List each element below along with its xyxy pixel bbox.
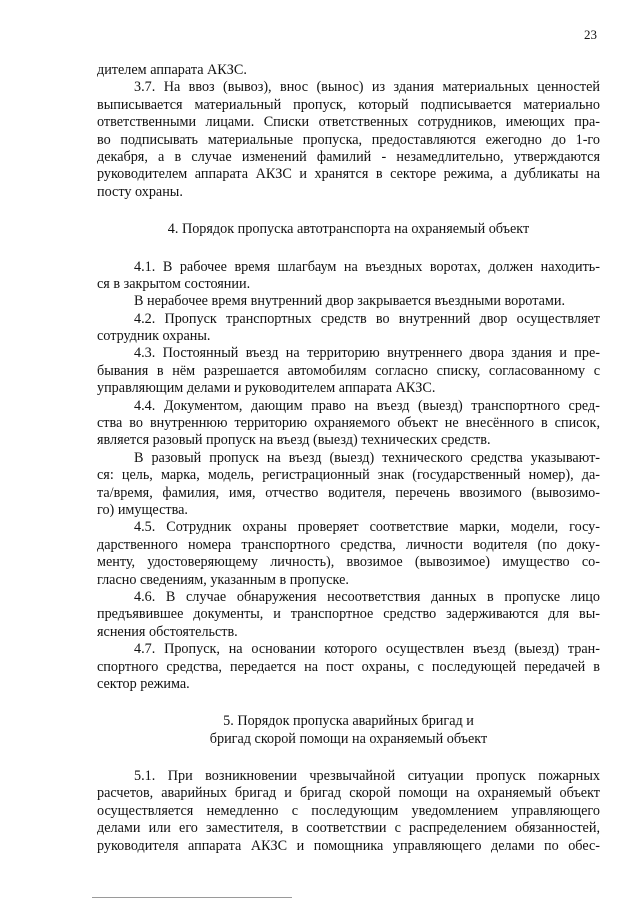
text-line: та/время, фамилия, имя, отчество водителя, перечень ввозимого (вывозимо- xyxy=(97,484,600,501)
text-line: 5.1. При возникновении чрезвычайной ситуации пропуск пожарных xyxy=(134,768,600,785)
text-line: ся: цель, марка, модель, регистрационный знак (государственный номер), да- xyxy=(97,467,600,484)
section-heading: 5. Порядок пропуска аварийных бригад и xyxy=(223,713,474,730)
text-line: является разовый пропуск на въезд (выезд) технических средств. xyxy=(97,432,491,449)
text-line: гласно сведениям, указанным в пропуске. xyxy=(97,571,349,588)
text-line: яснения обстоятельств. xyxy=(97,623,238,640)
text-line: 4.6. В случае обнаружения несоответствия данных в пропуске лицо xyxy=(134,588,600,605)
text-line: руководителем аппарата АКЗС и хранятся в секторе режима, а дубликаты на xyxy=(97,166,600,183)
text-line: 4.3. Постоянный въезд на территорию внутреннего двора здания и пре- xyxy=(134,345,600,362)
text-line: дителем аппарата АКЗС. xyxy=(97,62,247,78)
text-line: управляющим делами и руководителем аппарата АКЗС. xyxy=(97,380,436,397)
text-line: бывания в нём разрешается автомобилям согласно списку, согласованному с xyxy=(97,362,600,379)
text-line: 4.4. Документом, дающим право на въезд (выезд) транспортного сред- xyxy=(134,397,600,414)
paragraph-gap xyxy=(97,693,600,713)
text-line: руководителя аппарата АКЗС и помощника управляющего делами по обес- xyxy=(97,837,600,854)
text-line: 4.2. Пропуск транспортных средств во внутренний двор осуществляет xyxy=(134,310,600,327)
page-number: 23 xyxy=(584,27,597,42)
document-body xyxy=(97,62,600,855)
text-line: 4.5. Сотрудник охраны проверяет соответствие марки, модели, госу- xyxy=(134,519,600,536)
text-line: менту, удостоверяющему личность), ввозимое (вывозимое) имущество со- xyxy=(97,554,600,571)
text-line: 4.7. Пропуск, на основании которого осуществлен въезд (выезд) тран- xyxy=(134,641,600,658)
paragraph-gap xyxy=(97,201,600,221)
paragraph-gap xyxy=(97,748,600,768)
text-line: спортного средства, передается на пост охраны, с последующей передачей в xyxy=(97,658,600,675)
text-line: 4.1. В рабочее время шлагбаум на въездных воротах, должен находить- xyxy=(134,258,600,275)
paragraph-gap xyxy=(97,239,600,259)
text-line: декабря, а в случае изменений фамилий - незамедлительно, утверждаются xyxy=(97,148,600,165)
text-line: сотрудник охраны. xyxy=(97,328,211,345)
text-line: го) имущества. xyxy=(97,501,188,518)
text-line: сектор режима. xyxy=(97,675,190,692)
text-line: осуществляется немедленно с последующим уведомлением управляющего xyxy=(97,802,600,819)
text-line: предъявившее документы, и транспортное средство задерживаются для вы- xyxy=(97,606,600,623)
text-line: ся в закрытом состоянии. xyxy=(97,275,251,292)
text-line: посту охраны. xyxy=(97,183,183,200)
text-line: расчетов, аварийных бригад и бригад скорой помощи на охраняемый объект xyxy=(97,785,600,802)
text-line: 3.7. На ввоз (вывоз), внос (вынос) из здания материальных ценностей xyxy=(134,79,600,96)
footer-rule xyxy=(92,897,292,898)
text-line: выписывается материальный пропуск, который подписывается материально xyxy=(97,96,600,113)
text-line: ответственными лицами. Списки ответственных сотрудников, имеющих пра- xyxy=(97,114,600,131)
text-line: В нерабочее время внутренний двор закрывается въездными воротами. xyxy=(134,293,565,310)
text-line: В разовый пропуск на въезд (выезд) технического средства указывают- xyxy=(134,449,600,466)
text-line: ства во внутреннюю территорию охраняемого объект не внесённого в список, xyxy=(97,415,600,432)
section-heading: 4. Порядок пропуска автотранспорта на охраняемый объект xyxy=(167,221,530,238)
section-heading: бригад скорой помощи на охраняемый объект xyxy=(209,730,488,747)
text-line: во подписывать материальные пропуска, предоставляются ежегодно до 1-го xyxy=(97,131,600,148)
text-line: делами или его заместителя, в соответствии с распределением обязанностей, xyxy=(97,820,600,837)
text-line: дарственного номера транспортного средства, личности водителя (по доку- xyxy=(97,536,600,553)
